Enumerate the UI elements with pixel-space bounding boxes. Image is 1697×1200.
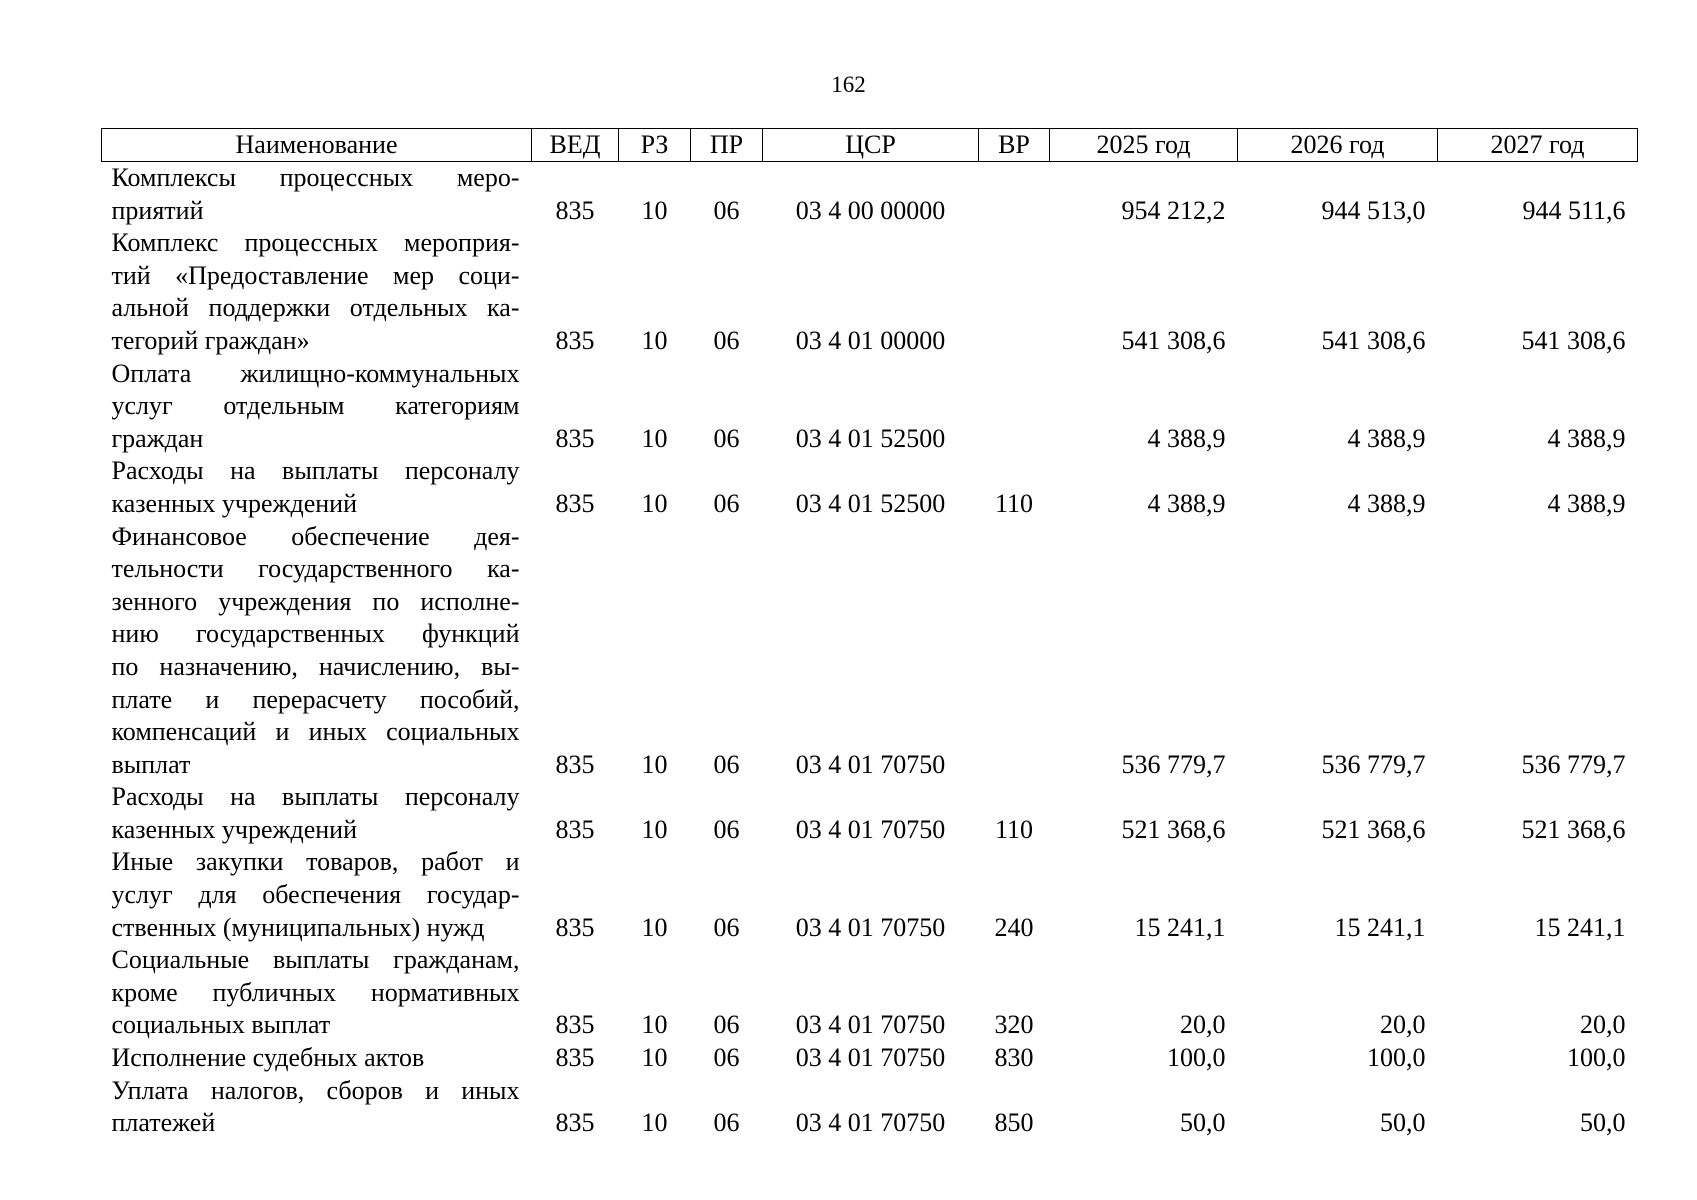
header-name: Наименование (102, 129, 532, 162)
row-csr-cell: 03 4 00 00000 (795, 195, 946, 225)
row-vr-cell: 110 (994, 488, 1034, 518)
row-name-line: казенных учреждений (111, 814, 357, 844)
row-2027-cell: 50,0 (1580, 1108, 1626, 1138)
row-2026-cell: 521 368,6 (1321, 814, 1426, 844)
row-vr-cell: 110 (994, 814, 1034, 844)
row-vr-cell: 240 (994, 912, 1034, 942)
row-ved-cell: 835 (555, 423, 595, 453)
row-pr-cell: 06 (713, 423, 740, 453)
row-name-cell (102, 846, 532, 944)
table-body (102, 162, 1638, 1140)
row-ved-cell: 835 (555, 1108, 595, 1138)
header-pr: ПР (691, 129, 763, 162)
row-rz-cell: 10 (641, 423, 668, 453)
row-2026-cell: 15 241,1 (1334, 912, 1426, 942)
row-name-line: Социальные выплаты гражданам, (111, 945, 520, 975)
row-rz-cell: 10 (641, 488, 668, 518)
row-2026-cell: 100,0 (1367, 1043, 1426, 1073)
row-2026-cell: 4 388,9 (1347, 488, 1426, 518)
header-2026: 2026 год (1238, 129, 1438, 162)
row-2027-cell: 541 308,6 (1521, 325, 1626, 355)
header-csr: ЦСР (763, 129, 979, 162)
row-ved-cell: 835 (555, 488, 595, 518)
row-csr-cell: 03 4 01 70750 (795, 814, 946, 844)
row-ved-cell: 835 (555, 1010, 595, 1040)
row-2027-cell: 4 388,9 (1547, 423, 1626, 453)
row-name-line: компенсаций и иных социальных (111, 717, 520, 747)
row-2026-cell: 20,0 (1380, 1010, 1426, 1040)
row-2026-cell: 4 388,9 (1347, 423, 1426, 453)
row-name-line: выплат (111, 749, 191, 779)
row-name-cell (102, 521, 532, 782)
row-2025-cell: 954 212,2 (1121, 195, 1226, 225)
row-name-line: Расходы на выплаты персоналу (111, 456, 520, 486)
row-2025-cell: 100,0 (1167, 1043, 1226, 1073)
row-name-line: Оплата жилищно-коммунальных (111, 358, 520, 388)
row-name-line: кроме публичных нормативных (111, 977, 520, 1007)
row-2027-cell: 4 388,9 (1547, 488, 1626, 518)
table-row (102, 227, 1638, 357)
budget-table (101, 128, 1638, 1140)
row-csr-cell: 03 4 01 70750 (795, 1010, 946, 1040)
row-rz-cell: 10 (641, 195, 668, 225)
row-pr-cell: 06 (713, 912, 740, 942)
row-rz-cell: 10 (641, 749, 668, 779)
row-vr-cell (979, 162, 1050, 228)
row-rz-cell: 10 (641, 1043, 668, 1073)
header-vr: ВР (979, 129, 1050, 162)
row-rz-cell: 10 (641, 325, 668, 355)
row-2027-cell: 536 779,7 (1521, 749, 1626, 779)
row-pr-cell: 06 (713, 488, 740, 518)
row-name-cell (102, 227, 532, 357)
row-name-line: услуг для обеспечения государ- (111, 880, 520, 910)
row-vr-cell (979, 227, 1050, 357)
row-pr-cell: 06 (713, 1108, 740, 1138)
row-name-line: Финансовое обеспечение дея- (111, 521, 520, 551)
table-row (102, 846, 1638, 944)
row-name-line: нию государственных функций (111, 619, 520, 649)
row-2027-cell: 15 241,1 (1534, 912, 1626, 942)
row-csr-cell: 03 4 01 70750 (795, 1108, 946, 1138)
row-csr-cell: 03 4 01 00000 (795, 325, 946, 355)
row-pr-cell: 06 (713, 195, 740, 225)
row-name-line: Комплексы процессных меро- (111, 163, 520, 192)
page-number: 162 (831, 72, 866, 97)
row-2026-cell: 541 308,6 (1321, 325, 1426, 355)
row-name-line: тегорий граждан» (111, 325, 310, 355)
row-name-line: приятий (111, 195, 204, 225)
table-row (102, 455, 1638, 520)
row-csr-cell: 03 4 01 70750 (795, 749, 946, 779)
header-2025: 2025 год (1050, 129, 1238, 162)
row-name-line: услуг отдельным категориям (111, 391, 520, 421)
row-2025-cell: 4 388,9 (1147, 423, 1226, 453)
row-2025-cell: 15 241,1 (1134, 912, 1226, 942)
row-2027-cell: 521 368,6 (1521, 814, 1626, 844)
row-name-line: Исполнение судебных актов (111, 1043, 425, 1073)
row-rz-cell: 10 (641, 912, 668, 942)
row-2025-cell: 20,0 (1180, 1010, 1226, 1040)
row-pr-cell: 06 (713, 749, 740, 779)
row-vr-cell: 850 (994, 1108, 1034, 1138)
row-2025-cell: 536 779,7 (1121, 749, 1226, 779)
row-2026-cell: 50,0 (1380, 1108, 1426, 1138)
table-row (102, 781, 1638, 846)
row-ved-cell: 835 (555, 912, 595, 942)
row-rz-cell: 10 (641, 1010, 668, 1040)
row-name-line: альной поддержки отдельных ка- (111, 293, 520, 323)
table-row (102, 521, 1638, 782)
row-pr-cell: 06 (713, 1010, 740, 1040)
row-vr-cell (979, 521, 1050, 782)
header-2027: 2027 год (1438, 129, 1638, 162)
row-csr-cell: 03 4 01 70750 (795, 912, 946, 942)
row-name-cell (102, 162, 532, 228)
row-csr-cell: 03 4 01 70750 (795, 1043, 946, 1073)
table-header-row (102, 129, 1638, 162)
table-row (102, 358, 1638, 456)
row-ved-cell: 835 (555, 749, 595, 779)
row-name-line: Расходы на выплаты персоналу (111, 782, 520, 812)
row-name-line: Уплата налогов, сборов и иных (111, 1075, 520, 1105)
row-2025-cell: 541 308,6 (1121, 325, 1226, 355)
row-2025-cell: 521 368,6 (1121, 814, 1226, 844)
row-name-cell (102, 781, 532, 846)
row-pr-cell: 06 (713, 814, 740, 844)
row-rz-cell: 10 (641, 814, 668, 844)
row-csr-cell: 03 4 01 52500 (795, 488, 946, 518)
row-2027-cell: 20,0 (1580, 1010, 1626, 1040)
row-name-line: граждан (111, 423, 204, 453)
row-name-line: по назначению, начислению, вы- (111, 651, 520, 681)
row-name-cell (102, 1075, 532, 1140)
header-rz: РЗ (619, 129, 691, 162)
row-2026-cell: 536 779,7 (1321, 749, 1426, 779)
row-name-cell (102, 1042, 532, 1075)
row-2027-cell: 944 511,6 (1522, 195, 1626, 225)
table-row (102, 1042, 1638, 1075)
row-2027-cell: 100,0 (1567, 1043, 1626, 1073)
row-2025-cell: 50,0 (1180, 1108, 1226, 1138)
row-csr-cell: 03 4 01 52500 (795, 423, 946, 453)
row-ved-cell: 835 (555, 325, 595, 355)
table-row (102, 1075, 1638, 1140)
row-name-line: плате и перерасчету пособий, (111, 684, 520, 714)
row-name-line: Комплекс процессных мероприя- (111, 228, 520, 258)
row-2025-cell: 4 388,9 (1147, 488, 1226, 518)
row-name-line: тельности государственного ка- (111, 554, 520, 584)
table-row (102, 944, 1638, 1042)
row-pr-cell: 06 (713, 325, 740, 355)
row-2026-cell: 944 513,0 (1321, 195, 1426, 225)
row-name-cell (102, 944, 532, 1042)
row-name-line: социальных выплат (111, 1010, 331, 1040)
row-ved-cell: 835 (555, 1043, 595, 1073)
row-pr-cell: 06 (713, 1043, 740, 1073)
row-ved-cell: 835 (555, 195, 595, 225)
row-name-line: платежей (111, 1108, 216, 1138)
row-vr-cell: 320 (994, 1010, 1034, 1040)
row-vr-cell (979, 358, 1050, 456)
row-name-cell (102, 455, 532, 520)
row-name-line: тий «Предоставление мер соци- (111, 260, 520, 290)
header-ved: ВЕД (532, 129, 619, 162)
row-name-line: ственных (муниципальных) нужд (111, 912, 485, 942)
row-name-line: зенного учреждения по исполне- (111, 586, 520, 616)
row-name-cell (102, 358, 532, 456)
row-vr-cell: 830 (994, 1043, 1034, 1073)
row-ved-cell: 835 (555, 814, 595, 844)
table-row (102, 162, 1638, 228)
row-name-line: Иные закупки товаров, работ и (111, 847, 520, 877)
row-name-line: казенных учреждений (111, 488, 357, 518)
row-rz-cell: 10 (641, 1108, 668, 1138)
